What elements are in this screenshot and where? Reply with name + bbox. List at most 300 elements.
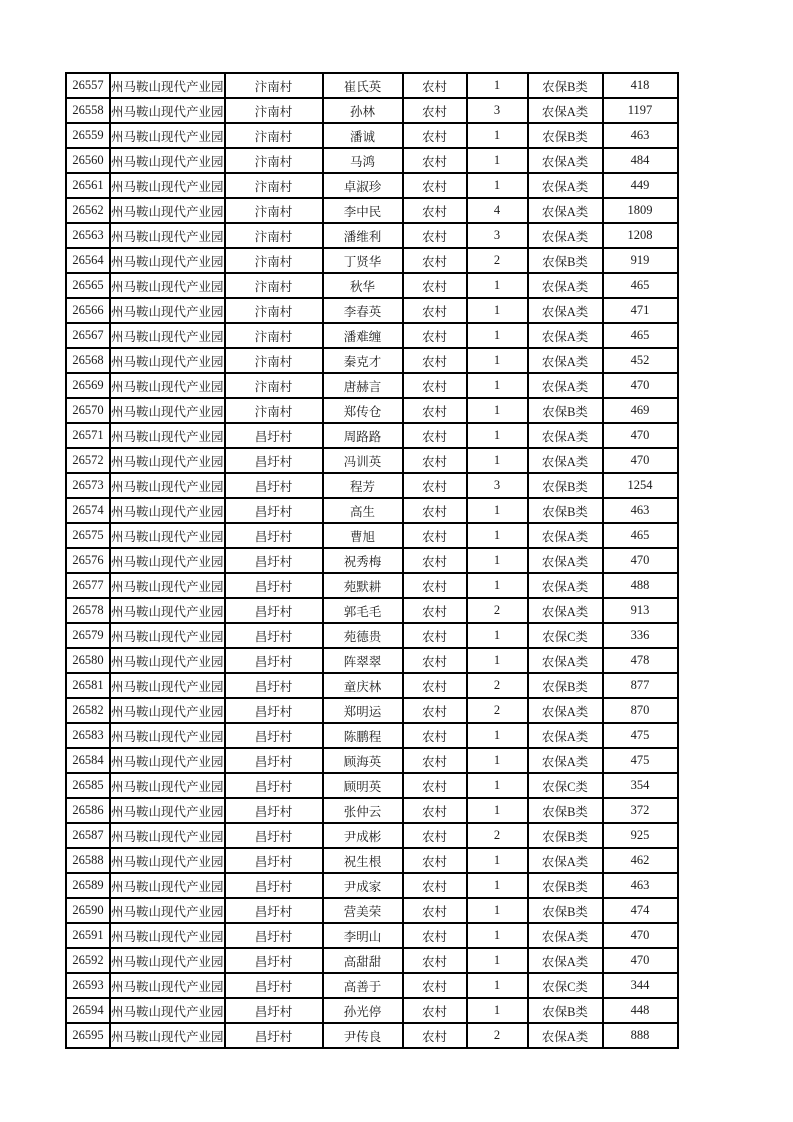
- cell-id: [66, 573, 110, 598]
- cell-text: 州马鞍山现代产业园: [111, 879, 224, 894]
- cell-text: 1: [493, 528, 501, 542]
- cell-text: 冯训英: [343, 454, 382, 469]
- records-table-body: [66, 73, 678, 1048]
- cell-text: 郑传仓: [343, 404, 382, 419]
- cell-text: 州马鞍山现代产业园: [111, 154, 224, 169]
- cell-count: [467, 848, 528, 873]
- cell-name: [323, 698, 403, 723]
- cell-village: [225, 898, 323, 923]
- cell-unit: [110, 98, 225, 123]
- cell-text: 农村: [422, 104, 448, 119]
- cell-text: 1208: [627, 228, 653, 242]
- cell-text: 汴南村: [254, 104, 293, 119]
- cell-count: [467, 723, 528, 748]
- cell-text: 州马鞍山现代产业园: [111, 804, 224, 819]
- cell-residence: [403, 723, 467, 748]
- table-row: [66, 423, 678, 448]
- cell-category: [528, 398, 603, 423]
- cell-village: [225, 173, 323, 198]
- cell-village: [225, 148, 323, 173]
- cell-amount: [603, 948, 678, 973]
- cell-text: 26562: [72, 203, 104, 217]
- cell-text: 昌圩村: [254, 829, 293, 844]
- cell-text: 汴南村: [254, 154, 293, 169]
- cell-text: 农村: [422, 229, 448, 244]
- cell-village: [225, 223, 323, 248]
- cell-text: 农村: [422, 829, 448, 844]
- cell-text: 州马鞍山现代产业园: [111, 979, 224, 994]
- cell-text: 470: [630, 953, 650, 967]
- cell-unit: [110, 823, 225, 848]
- table-row: [66, 573, 678, 598]
- cell-count: [467, 448, 528, 473]
- cell-village: [225, 698, 323, 723]
- cell-village: [225, 823, 323, 848]
- cell-text: 昌圩村: [254, 604, 293, 619]
- cell-text: 农村: [422, 204, 448, 219]
- cell-category: [528, 823, 603, 848]
- cell-text: 农保B类: [542, 404, 588, 419]
- cell-text: 1: [493, 153, 501, 167]
- cell-text: 农保A类: [541, 529, 589, 544]
- cell-text: 463: [630, 128, 650, 142]
- cell-count: [467, 648, 528, 673]
- cell-text: 1: [493, 578, 501, 592]
- cell-count: [467, 298, 528, 323]
- cell-text: 1: [493, 978, 501, 992]
- cell-text: 26564: [72, 253, 104, 267]
- cell-name: [323, 648, 403, 673]
- cell-text: 26585: [72, 778, 104, 792]
- cell-text: 农保C类: [542, 779, 588, 794]
- cell-text: 1: [493, 78, 501, 92]
- cell-count: [467, 173, 528, 198]
- cell-id: [66, 898, 110, 923]
- cell-text: 苑默耕: [343, 579, 382, 594]
- cell-text: 祝生根: [343, 854, 382, 869]
- cell-text: 农村: [422, 479, 448, 494]
- cell-unit: [110, 998, 225, 1023]
- cell-village: [225, 323, 323, 348]
- cell-text: 汴南村: [254, 229, 293, 244]
- table-row: [66, 898, 678, 923]
- cell-residence: [403, 98, 467, 123]
- cell-residence: [403, 748, 467, 773]
- cell-text: 470: [630, 378, 650, 392]
- cell-id: [66, 173, 110, 198]
- cell-amount: [603, 423, 678, 448]
- cell-text: 26595: [72, 1028, 104, 1042]
- cell-text: 农保A类: [541, 704, 589, 719]
- cell-count: [467, 73, 528, 98]
- cell-text: 汴南村: [254, 204, 293, 219]
- cell-text: 州马鞍山现代产业园: [111, 729, 224, 744]
- cell-unit: [110, 348, 225, 373]
- cell-id: [66, 223, 110, 248]
- cell-residence: [403, 673, 467, 698]
- cell-count: [467, 123, 528, 148]
- cell-text: 昌圩村: [254, 454, 293, 469]
- cell-text: 449: [630, 178, 650, 192]
- cell-text: 农保A类: [541, 379, 589, 394]
- cell-text: 农村: [422, 904, 448, 919]
- cell-text: 26579: [72, 628, 104, 642]
- cell-residence: [403, 198, 467, 223]
- cell-id: [66, 423, 110, 448]
- cell-unit: [110, 1023, 225, 1048]
- cell-amount: [603, 673, 678, 698]
- cell-text: 农村: [422, 604, 448, 619]
- cell-text: 372: [630, 803, 650, 817]
- cell-text: 州马鞍山现代产业园: [111, 529, 224, 544]
- cell-village: [225, 923, 323, 948]
- cell-category: [528, 648, 603, 673]
- cell-text: 昌圩村: [254, 1004, 293, 1019]
- cell-category: [528, 848, 603, 873]
- cell-text: 农村: [422, 1004, 448, 1019]
- cell-text: 州马鞍山现代产业园: [111, 454, 224, 469]
- cell-text: 汴南村: [254, 129, 293, 144]
- cell-text: 苑德贵: [343, 629, 382, 644]
- cell-village: [225, 473, 323, 498]
- cell-text: 州马鞍山现代产业园: [111, 654, 224, 669]
- cell-residence: [403, 773, 467, 798]
- cell-count: [467, 748, 528, 773]
- cell-name: [323, 723, 403, 748]
- cell-text: 2: [493, 703, 501, 717]
- cell-text: 农保A类: [541, 354, 589, 369]
- cell-village: [225, 848, 323, 873]
- cell-text: 昌圩村: [254, 754, 293, 769]
- cell-village: [225, 448, 323, 473]
- cell-village: [225, 1023, 323, 1048]
- cell-text: 尹传良: [343, 1029, 382, 1044]
- cell-unit: [110, 248, 225, 273]
- cell-text: 26570: [72, 403, 104, 417]
- cell-text: 州马鞍山现代产业园: [111, 429, 224, 444]
- cell-amount: [603, 248, 678, 273]
- cell-text: 农保A类: [541, 104, 589, 119]
- cell-residence: [403, 123, 467, 148]
- cell-id: [66, 448, 110, 473]
- cell-text: 农保A类: [541, 754, 589, 769]
- cell-text: 周路路: [343, 429, 382, 444]
- cell-village: [225, 523, 323, 548]
- table-row: [66, 73, 678, 98]
- cell-unit: [110, 373, 225, 398]
- cell-text: 李中民: [343, 204, 382, 219]
- cell-text: 曹旭: [350, 529, 376, 544]
- cell-name: [323, 523, 403, 548]
- cell-text: 农村: [422, 554, 448, 569]
- cell-count: [467, 98, 528, 123]
- cell-text: 1: [493, 1003, 501, 1017]
- table-row: [66, 1023, 678, 1048]
- cell-text: 农村: [422, 304, 448, 319]
- cell-count: [467, 923, 528, 948]
- cell-text: 484: [630, 153, 650, 167]
- cell-village: [225, 673, 323, 698]
- table-row: [66, 348, 678, 373]
- cell-unit: [110, 273, 225, 298]
- cell-id: [66, 773, 110, 798]
- cell-name: [323, 773, 403, 798]
- cell-category: [528, 423, 603, 448]
- cell-name: [323, 573, 403, 598]
- cell-text: 474: [630, 903, 650, 917]
- cell-text: 475: [630, 753, 650, 767]
- cell-amount: [603, 998, 678, 1023]
- cell-residence: [403, 898, 467, 923]
- cell-text: 农村: [422, 729, 448, 744]
- cell-village: [225, 773, 323, 798]
- cell-text: 26583: [72, 728, 104, 742]
- cell-count: [467, 998, 528, 1023]
- cell-village: [225, 98, 323, 123]
- cell-id: [66, 748, 110, 773]
- cell-unit: [110, 198, 225, 223]
- cell-village: [225, 248, 323, 273]
- table-row: [66, 748, 678, 773]
- cell-text: 汴南村: [254, 79, 293, 94]
- cell-amount: [603, 98, 678, 123]
- cell-amount: [603, 823, 678, 848]
- cell-text: 阵翠翠: [343, 654, 382, 669]
- cell-village: [225, 73, 323, 98]
- cell-text: 农村: [422, 979, 448, 994]
- cell-name: [323, 298, 403, 323]
- cell-text: 农村: [422, 529, 448, 544]
- cell-count: [467, 948, 528, 973]
- cell-count: [467, 673, 528, 698]
- cell-text: 农保A类: [541, 929, 589, 944]
- cell-id: [66, 673, 110, 698]
- table-row: [66, 148, 678, 173]
- cell-unit: [110, 398, 225, 423]
- cell-village: [225, 648, 323, 673]
- cell-residence: [403, 973, 467, 998]
- cell-text: 州马鞍山现代产业园: [111, 854, 224, 869]
- cell-category: [528, 798, 603, 823]
- cell-text: 1254: [627, 478, 653, 492]
- cell-text: 农村: [422, 454, 448, 469]
- cell-text: 470: [630, 453, 650, 467]
- cell-text: 1: [493, 503, 501, 517]
- cell-text: 潘维利: [343, 229, 382, 244]
- table-row: [66, 298, 678, 323]
- cell-text: 农保A类: [541, 604, 589, 619]
- cell-text: 州马鞍山现代产业园: [111, 629, 224, 644]
- cell-text: 农村: [422, 929, 448, 944]
- cell-text: 高甜甜: [343, 954, 382, 969]
- cell-id: [66, 298, 110, 323]
- cell-text: 农保C类: [542, 979, 588, 994]
- cell-text: 农保B类: [542, 804, 588, 819]
- cell-unit: [110, 73, 225, 98]
- cell-category: [528, 898, 603, 923]
- cell-id: [66, 198, 110, 223]
- cell-text: 2: [493, 253, 501, 267]
- cell-residence: [403, 298, 467, 323]
- cell-text: 昌圩村: [254, 1029, 293, 1044]
- cell-count: [467, 398, 528, 423]
- cell-amount: [603, 148, 678, 173]
- cell-text: 农保B类: [542, 79, 588, 94]
- cell-name: [323, 973, 403, 998]
- cell-text: 州马鞍山现代产业园: [111, 579, 224, 594]
- table-row: [66, 948, 678, 973]
- cell-amount: [603, 1023, 678, 1048]
- cell-text: 1: [493, 378, 501, 392]
- cell-text: 州马鞍山现代产业园: [111, 679, 224, 694]
- cell-text: 童庆林: [343, 679, 382, 694]
- cell-residence: [403, 823, 467, 848]
- cell-name: [323, 323, 403, 348]
- cell-amount: [603, 773, 678, 798]
- cell-text: 农保A类: [541, 204, 589, 219]
- cell-text: 农村: [422, 879, 448, 894]
- cell-text: 农村: [422, 154, 448, 169]
- cell-id: [66, 98, 110, 123]
- cell-text: 马鸿: [350, 154, 376, 169]
- cell-name: [323, 798, 403, 823]
- cell-id: [66, 623, 110, 648]
- cell-text: 农村: [422, 279, 448, 294]
- cell-text: 919: [630, 253, 650, 267]
- cell-text: 农村: [422, 404, 448, 419]
- cell-text: 州马鞍山现代产业园: [111, 1004, 224, 1019]
- cell-residence: [403, 73, 467, 98]
- cell-text: 26561: [72, 178, 104, 192]
- cell-text: 354: [630, 778, 650, 792]
- cell-text: 344: [630, 978, 650, 992]
- cell-name: [323, 248, 403, 273]
- cell-text: 李明山: [343, 929, 382, 944]
- table-row: [66, 98, 678, 123]
- cell-text: 农村: [422, 854, 448, 869]
- cell-name: [323, 948, 403, 973]
- cell-count: [467, 798, 528, 823]
- cell-amount: [603, 798, 678, 823]
- cell-text: 3: [493, 228, 501, 242]
- cell-name: [323, 1023, 403, 1048]
- cell-text: 李春英: [343, 304, 382, 319]
- cell-name: [323, 373, 403, 398]
- cell-text: 农保A类: [541, 154, 589, 169]
- cell-text: 昌圩村: [254, 529, 293, 544]
- cell-id: [66, 523, 110, 548]
- cell-text: 州马鞍山现代产业园: [111, 79, 224, 94]
- cell-category: [528, 198, 603, 223]
- cell-amount: [603, 198, 678, 223]
- cell-name: [323, 448, 403, 473]
- cell-text: 州马鞍山现代产业园: [111, 779, 224, 794]
- cell-text: 郑明运: [343, 704, 382, 719]
- cell-text: 农村: [422, 804, 448, 819]
- cell-text: 昌圩村: [254, 879, 293, 894]
- cell-text: 农村: [422, 679, 448, 694]
- cell-text: 26568: [72, 353, 104, 367]
- cell-id: [66, 948, 110, 973]
- cell-text: 3: [493, 478, 501, 492]
- cell-count: [467, 973, 528, 998]
- cell-unit: [110, 973, 225, 998]
- cell-text: 1: [493, 853, 501, 867]
- cell-text: 农保B类: [542, 504, 588, 519]
- cell-text: 汴南村: [254, 304, 293, 319]
- cell-residence: [403, 598, 467, 623]
- cell-text: 崔氏英: [343, 79, 382, 94]
- cell-count: [467, 598, 528, 623]
- cell-text: 26563: [72, 228, 104, 242]
- cell-category: [528, 748, 603, 773]
- records-table: [65, 72, 679, 1049]
- cell-text: 26558: [72, 103, 104, 117]
- cell-text: 州马鞍山现代产业园: [111, 1029, 224, 1044]
- cell-id: [66, 498, 110, 523]
- cell-count: [467, 573, 528, 598]
- cell-text: 农保A类: [541, 654, 589, 669]
- cell-text: 农保A类: [541, 954, 589, 969]
- table-row: [66, 398, 678, 423]
- cell-name: [323, 398, 403, 423]
- cell-amount: [603, 548, 678, 573]
- cell-text: 26578: [72, 603, 104, 617]
- cell-text: 26588: [72, 853, 104, 867]
- table-row: [66, 848, 678, 873]
- cell-name: [323, 173, 403, 198]
- table-row: [66, 598, 678, 623]
- cell-text: 农保A类: [541, 554, 589, 569]
- cell-amount: [603, 848, 678, 873]
- cell-text: 农保A类: [541, 729, 589, 744]
- table-row: [66, 773, 678, 798]
- table-row: [66, 173, 678, 198]
- table-row: [66, 548, 678, 573]
- cell-count: [467, 323, 528, 348]
- cell-village: [225, 573, 323, 598]
- cell-amount: [603, 648, 678, 673]
- cell-category: [528, 698, 603, 723]
- cell-text: 孙光停: [343, 1004, 382, 1019]
- cell-category: [528, 373, 603, 398]
- cell-category: [528, 573, 603, 598]
- cell-text: 州马鞍山现代产业园: [111, 404, 224, 419]
- cell-text: 秦克才: [343, 354, 382, 369]
- cell-text: 昌圩村: [254, 904, 293, 919]
- cell-unit: [110, 298, 225, 323]
- cell-category: [528, 123, 603, 148]
- cell-name: [323, 123, 403, 148]
- cell-text: 3: [493, 103, 501, 117]
- cell-text: 26591: [72, 928, 104, 942]
- cell-text: 26567: [72, 328, 104, 342]
- cell-text: 农保A类: [541, 329, 589, 344]
- cell-village: [225, 598, 323, 623]
- cell-category: [528, 948, 603, 973]
- cell-text: 昌圩村: [254, 979, 293, 994]
- cell-text: 1: [493, 653, 501, 667]
- cell-text: 26577: [72, 578, 104, 592]
- cell-residence: [403, 448, 467, 473]
- cell-text: 州马鞍山现代产业园: [111, 379, 224, 394]
- table-row: [66, 823, 678, 848]
- cell-text: 州马鞍山现代产业园: [111, 279, 224, 294]
- cell-unit: [110, 173, 225, 198]
- cell-count: [467, 198, 528, 223]
- cell-text: 26594: [72, 1003, 104, 1017]
- cell-unit: [110, 148, 225, 173]
